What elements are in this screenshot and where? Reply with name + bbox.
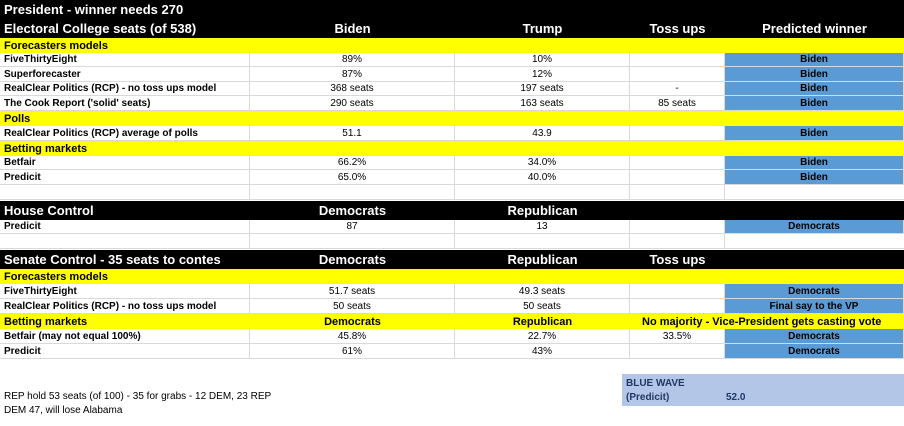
winner-value: Final say to the VP bbox=[725, 299, 904, 313]
winner-value: Biden bbox=[725, 67, 904, 81]
header-democrats: Democrats bbox=[318, 203, 387, 218]
section-betting bbox=[0, 314, 904, 329]
winner-value: Biden bbox=[725, 170, 904, 184]
header-republican: Republican bbox=[507, 252, 578, 267]
house-header-row bbox=[0, 201, 904, 220]
winner-value: Biden bbox=[725, 126, 904, 140]
section-label: Betting markets bbox=[4, 315, 88, 328]
table-row bbox=[0, 299, 904, 314]
footnote-dem: DEM 47, will lose Alabama bbox=[4, 405, 123, 416]
house-header-label: House Control bbox=[4, 203, 94, 218]
biden-value: 65.0% bbox=[250, 170, 455, 184]
rep-value: 50 seats bbox=[455, 299, 630, 313]
empty-cell bbox=[250, 185, 455, 199]
winner-value: Democrats bbox=[725, 344, 904, 358]
biden-value: 368 seats bbox=[250, 82, 455, 95]
president-title-row bbox=[0, 0, 904, 19]
empty-cell bbox=[455, 185, 630, 199]
rep-value: 22.7% bbox=[455, 329, 630, 343]
winner-value: Biden bbox=[725, 156, 904, 169]
winner-value: Democrats bbox=[725, 329, 904, 343]
table-row bbox=[0, 126, 904, 141]
header-republican: Republican bbox=[512, 315, 573, 328]
rep-value: 43% bbox=[455, 344, 630, 358]
rep-value: 13 bbox=[455, 220, 630, 233]
trump-value: 34.0% bbox=[455, 156, 630, 169]
empty-row bbox=[0, 185, 904, 200]
tossup-value bbox=[630, 67, 725, 81]
winner-value: Biden bbox=[725, 96, 904, 110]
header-democrats: Democrats bbox=[324, 315, 381, 328]
row-name: The Cook Report ('solid' seats) bbox=[0, 96, 250, 110]
dem-value: 61% bbox=[250, 344, 455, 358]
tossup-value bbox=[630, 299, 725, 313]
header-tossups: Toss ups bbox=[649, 252, 706, 267]
section-betting bbox=[0, 141, 904, 156]
blue-wave-value: 52.0 bbox=[726, 392, 746, 403]
tossup-value bbox=[630, 170, 725, 184]
president-header-label: Electoral College seats (of 538) bbox=[4, 21, 197, 36]
header-democrats: Democrats bbox=[318, 252, 387, 267]
winner-value: Democrats bbox=[725, 220, 904, 233]
header-predicted-winner: Predicted winner bbox=[762, 21, 867, 36]
row-name: RealClear Politics (RCP) - no toss ups model bbox=[0, 299, 250, 313]
empty-cell bbox=[630, 234, 725, 248]
table-row bbox=[0, 67, 904, 82]
header-republican: Republican bbox=[507, 203, 578, 218]
empty-cell bbox=[250, 234, 455, 248]
trump-value: 197 seats bbox=[455, 82, 630, 95]
president-header-row bbox=[0, 19, 904, 38]
tossup-value: - bbox=[630, 82, 725, 95]
biden-value: 290 seats bbox=[250, 96, 455, 110]
tossup-value bbox=[630, 126, 725, 140]
table-row bbox=[0, 344, 904, 359]
section-polls bbox=[0, 111, 904, 126]
empty-cell bbox=[630, 220, 725, 233]
empty-cell bbox=[455, 234, 630, 248]
blue-wave-source: (Predicit) bbox=[626, 392, 670, 403]
row-name: FiveThirtyEight bbox=[0, 53, 250, 66]
winner-value: Democrats bbox=[725, 284, 904, 298]
blue-wave-box bbox=[622, 374, 904, 406]
row-name: Superforecaster bbox=[0, 67, 250, 81]
table-row bbox=[0, 96, 904, 111]
table-row bbox=[0, 170, 904, 185]
row-name: RealClear Politics (RCP) - no toss ups model bbox=[0, 82, 250, 95]
biden-value: 66.2% bbox=[250, 156, 455, 169]
winner-value: Biden bbox=[725, 53, 904, 66]
row-name: Predicit bbox=[0, 170, 250, 184]
section-label: Forecasters models bbox=[4, 270, 108, 283]
footnote-rep-hold: REP hold 53 seats (of 100) - 35 for grabs - 12 DEM, 23 REP bbox=[4, 391, 272, 402]
trump-value: 43.9 bbox=[455, 126, 630, 140]
table-row bbox=[0, 82, 904, 96]
header-biden: Biden bbox=[334, 21, 371, 36]
senate-header-label: Senate Control - 35 seats to contes bbox=[4, 252, 221, 267]
row-name: Predicit bbox=[0, 344, 250, 358]
tossup-value: 33.5% bbox=[630, 329, 725, 343]
section-label: Betting markets bbox=[4, 142, 88, 155]
dem-value: 51.7 seats bbox=[250, 284, 455, 298]
senate-header-row bbox=[0, 250, 904, 269]
blue-wave-label: BLUE WAVE bbox=[626, 378, 685, 389]
biden-value: 89% bbox=[250, 53, 455, 66]
biden-value: 87% bbox=[250, 67, 455, 81]
no-majority-note: No majority - Vice-President gets casting vote bbox=[642, 315, 882, 328]
table-row bbox=[0, 284, 904, 299]
row-name: Betfair (may not equal 100%) bbox=[0, 329, 250, 343]
section-label: Polls bbox=[4, 112, 31, 125]
table-row bbox=[0, 329, 904, 344]
empty-cell bbox=[0, 185, 250, 199]
section-forecasters bbox=[0, 269, 904, 284]
tossup-value bbox=[630, 156, 725, 169]
winner-value: Biden bbox=[725, 82, 904, 95]
header-trump: Trump bbox=[522, 21, 563, 36]
rep-value: 49.3 seats bbox=[455, 284, 630, 298]
tossup-value bbox=[630, 284, 725, 298]
dem-value: 87 bbox=[250, 220, 455, 233]
trump-value: 12% bbox=[455, 67, 630, 81]
tossup-value bbox=[630, 53, 725, 66]
trump-value: 163 seats bbox=[455, 96, 630, 110]
row-name: RealClear Politics (RCP) average of polls bbox=[0, 126, 250, 140]
president-title: President - winner needs 270 bbox=[4, 2, 184, 17]
row-name: Betfair bbox=[0, 156, 250, 169]
section-label: Forecasters models bbox=[4, 39, 108, 52]
dem-value: 50 seats bbox=[250, 299, 455, 313]
row-name: FiveThirtyEight bbox=[0, 284, 250, 298]
trump-value: 40.0% bbox=[455, 170, 630, 184]
empty-row bbox=[0, 234, 904, 249]
tossup-value bbox=[630, 344, 725, 358]
header-tossups: Toss ups bbox=[649, 21, 706, 36]
table-row bbox=[0, 156, 904, 170]
empty-cell bbox=[630, 185, 725, 199]
row-name: Predicit bbox=[0, 220, 250, 233]
section-forecasters bbox=[0, 38, 904, 53]
biden-value: 51.1 bbox=[250, 126, 455, 140]
empty-cell bbox=[0, 234, 250, 248]
trump-value: 10% bbox=[455, 53, 630, 66]
tossup-value: 85 seats bbox=[630, 96, 725, 110]
dem-value: 45.8% bbox=[250, 329, 455, 343]
table-row bbox=[0, 220, 904, 234]
table-row bbox=[0, 53, 904, 67]
